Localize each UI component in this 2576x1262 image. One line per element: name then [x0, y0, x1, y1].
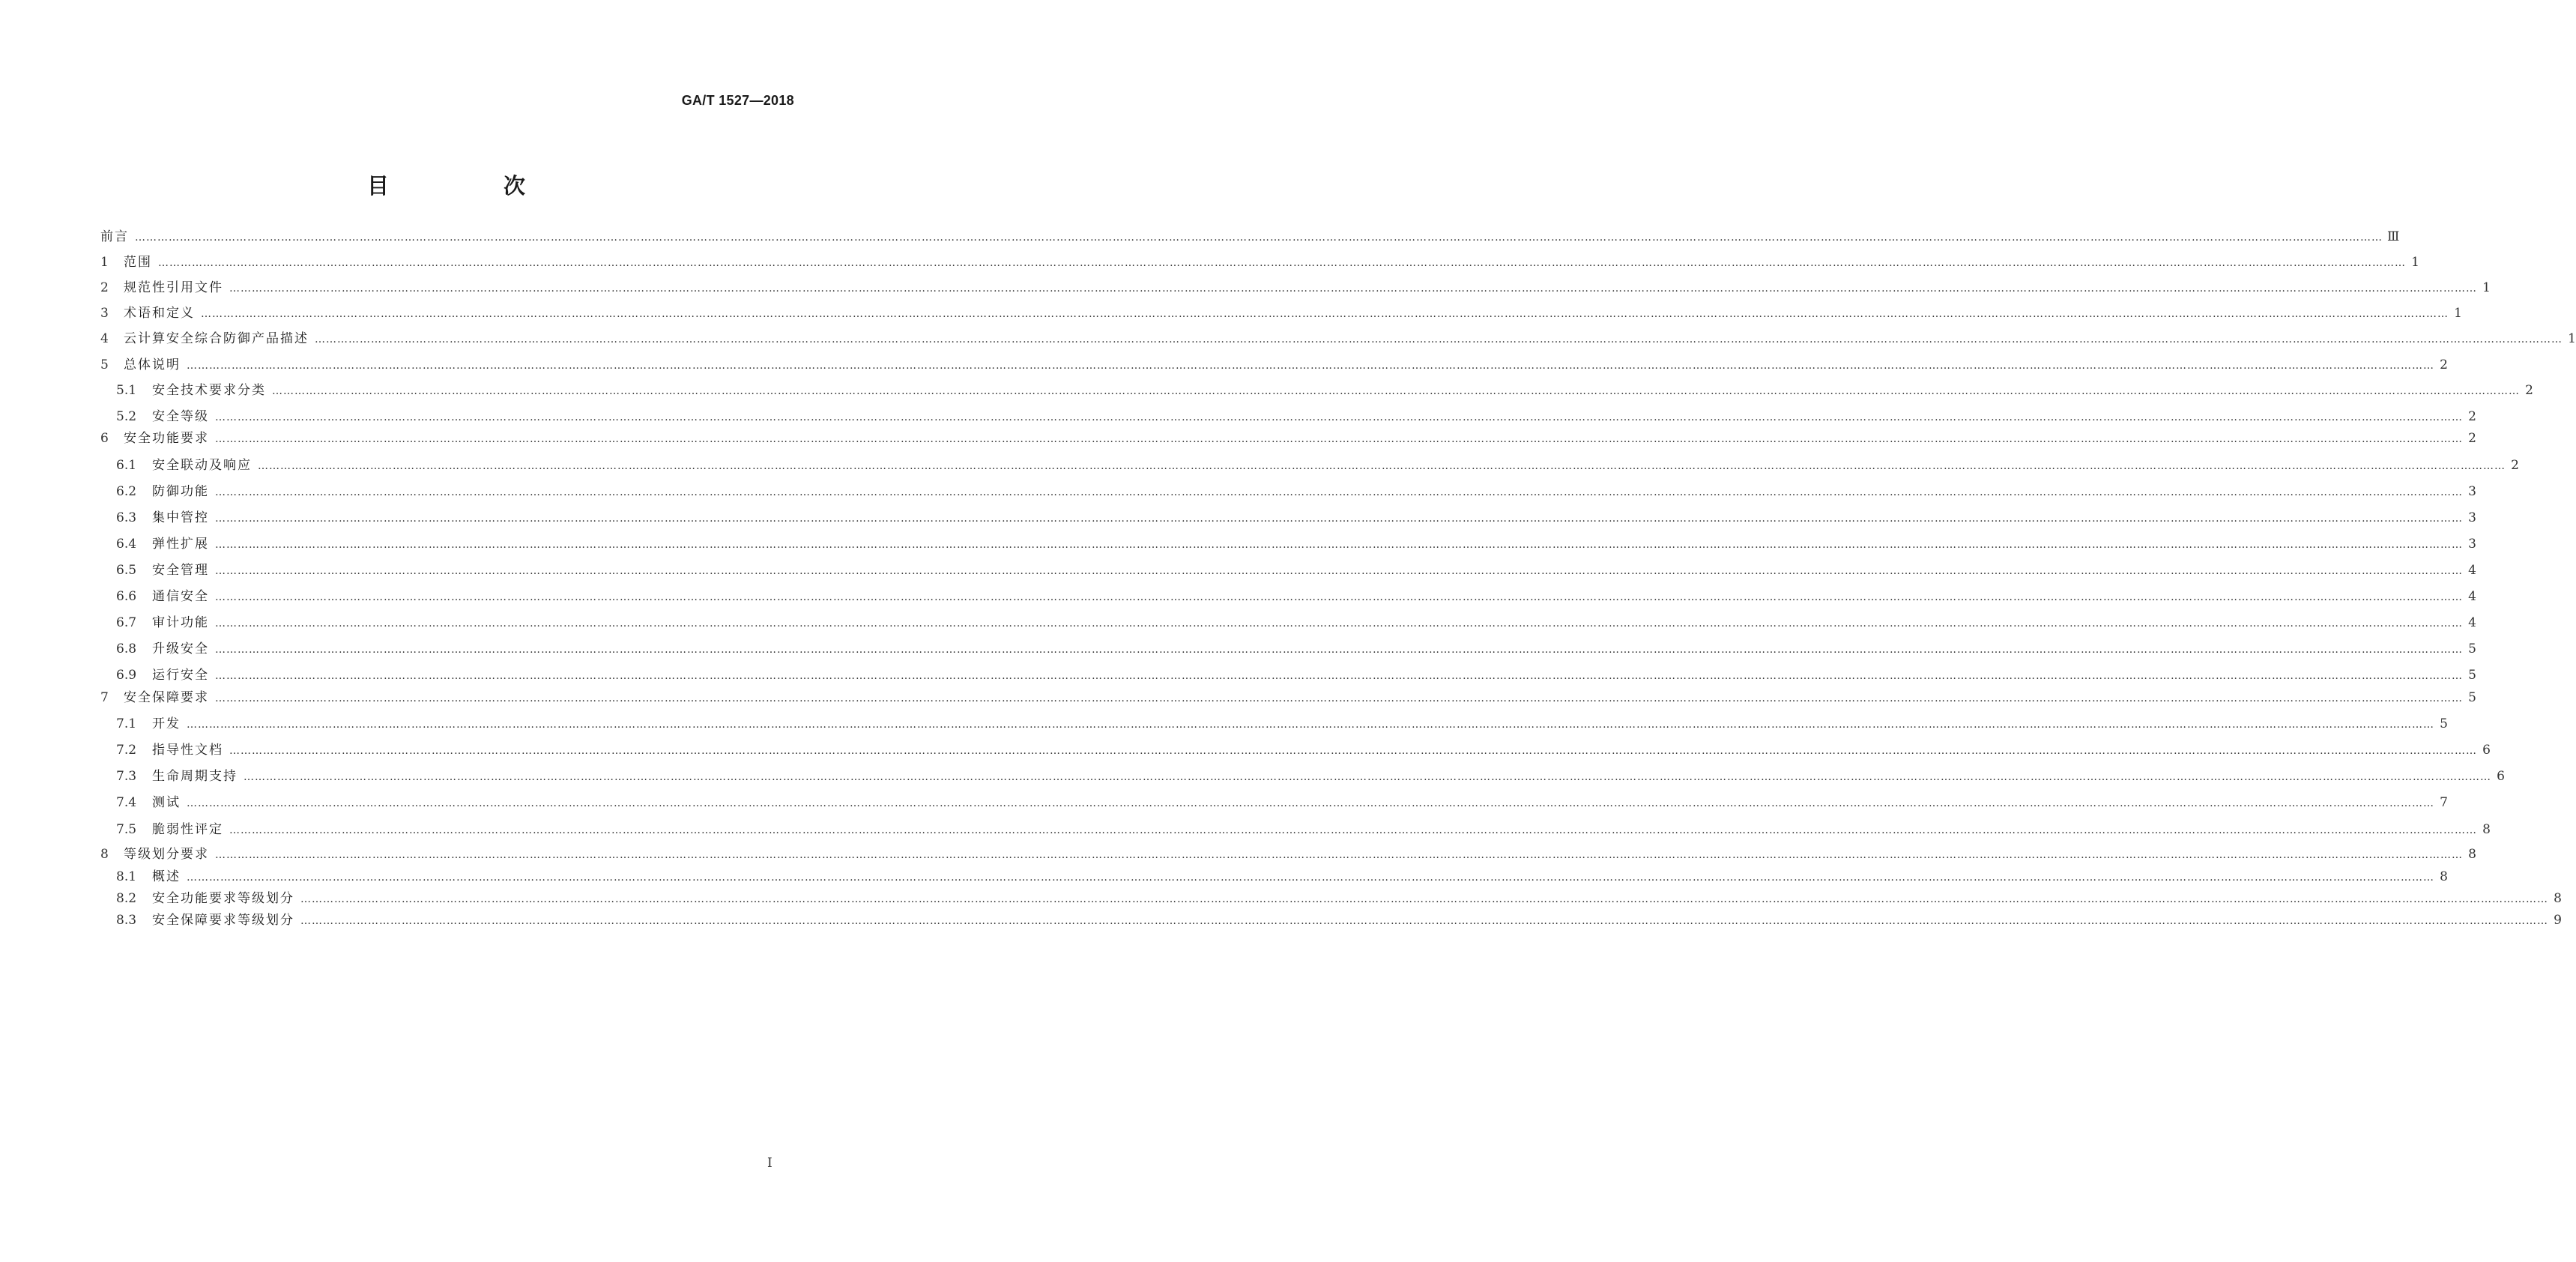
- toc-entry-label: 等级划分要求: [124, 847, 209, 862]
- toc-entry-number: 4: [100, 331, 109, 346]
- toc-entry[interactable]: [100, 278, 2491, 298]
- toc-leader-dots: ……………………………………………………………………………………………………………………………………………………………………………………………………………………………………………………………………………………………………………………………………………………………………………………………………………………………………………………………………………………………………………………………………………………: [229, 745, 2477, 757]
- toc-entry-number: 8.1: [116, 869, 137, 884]
- toc-entry[interactable]: [116, 482, 2476, 501]
- toc-entry-label: 防御功能: [152, 484, 209, 499]
- toc-entry-page: 2: [2468, 431, 2476, 446]
- toc-entry[interactable]: [116, 508, 2476, 528]
- toc-entry-label: 升级安全: [152, 641, 209, 656]
- toc-entry-page: 7: [2440, 795, 2448, 810]
- toc-entry-page: 5: [2440, 716, 2448, 731]
- toc-entry-page: 5: [2468, 641, 2476, 656]
- toc-entry-number: 5: [100, 357, 109, 372]
- toc-entry[interactable]: [116, 767, 2505, 786]
- toc-leader-dots: ……………………………………………………………………………………………………………………………………………………………………………………………………………………………………………………………………………………………………………………………………………………………………………………………………………………………………………………………………………………………………………………………………………………: [187, 360, 2434, 372]
- toc-entry-label: 指导性文档: [152, 743, 223, 758]
- toc-entry-label: 总体说明: [124, 357, 181, 372]
- toc-entry-label: 安全等级: [152, 409, 209, 424]
- toc-leader-dots: ……………………………………………………………………………………………………………………………………………………………………………………………………………………………………………………………………………………………………………………………………………………………………………………………………………………………………………………………………………………………………………………………………………………: [215, 591, 2463, 603]
- toc-entry-label: 通信安全: [152, 589, 209, 604]
- toc-entry-page: 8: [2554, 891, 2562, 906]
- toc-entry-page: 5: [2468, 668, 2476, 683]
- toc-leader-dots: ……………………………………………………………………………………………………………………………………………………………………………………………………………………………………………………………………………………………………………………………………………………………………………………………………………………………………………………………………………………………………………………………………………………: [300, 915, 2548, 927]
- toc-entry-number: 7.2: [116, 743, 137, 758]
- toc-entry-page: 4: [2468, 563, 2476, 578]
- toc-entry-number: 6.2: [116, 484, 137, 499]
- toc-entry[interactable]: [100, 845, 2476, 864]
- toc-leader-dots: ……………………………………………………………………………………………………………………………………………………………………………………………………………………………………………………………………………………………………………………………………………………………………………………………………………………………………………………………………………………………………………………………………………………: [215, 565, 2463, 577]
- toc-entry[interactable]: [116, 820, 2491, 839]
- toc-leader-dots: ……………………………………………………………………………………………………………………………………………………………………………………………………………………………………………………………………………………………………………………………………………………………………………………………………………………………………………………………………………………………………………………………………………………: [258, 460, 2506, 472]
- toc-entry-number: 8: [100, 847, 109, 862]
- toc-leader-dots: ……………………………………………………………………………………………………………………………………………………………………………………………………………………………………………………………………………………………………………………………………………………………………………………………………………………………………………………………………………………………………………………………………………………: [272, 385, 2520, 397]
- toc-entry-label: 概述: [152, 869, 181, 884]
- toc-entry[interactable]: [116, 561, 2476, 580]
- standard-code: GA/T 1527—2018: [681, 93, 794, 108]
- toc-entry-label: 安全联动及响应: [152, 458, 252, 473]
- toc-entry-page: 1: [2454, 306, 2462, 321]
- toc-entry-page: 8: [2440, 869, 2448, 884]
- toc-leader-dots: ……………………………………………………………………………………………………………………………………………………………………………………………………………………………………………………………………………………………………………………………………………………………………………………………………………………………………………………………………………………………………………………………………………………: [215, 513, 2463, 525]
- toc-entry[interactable]: [116, 740, 2491, 760]
- toc-entry[interactable]: [116, 793, 2448, 812]
- toc-entry-number: 6.1: [116, 458, 137, 473]
- toc-entry-number: 6.7: [116, 615, 137, 630]
- toc-entry-number: 6.5: [116, 563, 137, 578]
- toc-entry-number: 6: [100, 431, 109, 446]
- toc-leader-dots: ……………………………………………………………………………………………………………………………………………………………………………………………………………………………………………………………………………………………………………………………………………………………………………………………………………………………………………………………………………………………………………………………………………………: [135, 232, 2383, 244]
- toc-entry[interactable]: [116, 665, 2476, 685]
- toc-entry[interactable]: [116, 381, 2533, 400]
- toc-entry-label: 生命周期支持: [152, 769, 238, 784]
- toc-entry-page: 2: [2440, 357, 2448, 372]
- toc-entry-number: 7: [100, 690, 109, 705]
- toc-leader-dots: ……………………………………………………………………………………………………………………………………………………………………………………………………………………………………………………………………………………………………………………………………………………………………………………………………………………………………………………………………………………………………………………………………………………: [215, 433, 2463, 445]
- toc-entry-label: 安全保障要求等级划分: [152, 913, 294, 928]
- toc-entry-page: 3: [2468, 510, 2476, 525]
- toc-entry-page: 8: [2468, 847, 2476, 862]
- toc-leader-dots: ……………………………………………………………………………………………………………………………………………………………………………………………………………………………………………………………………………………………………………………………………………………………………………………………………………………………………………………………………………………………………………………………………………………: [187, 797, 2434, 809]
- toc-entry-label: 安全保障要求: [124, 690, 209, 705]
- toc-leader-dots: ……………………………………………………………………………………………………………………………………………………………………………………………………………………………………………………………………………………………………………………………………………………………………………………………………………………………………………………………………………………………………………………………………………………: [187, 872, 2434, 884]
- toc-entry-page: 4: [2468, 589, 2476, 604]
- toc-leader-dots: ……………………………………………………………………………………………………………………………………………………………………………………………………………………………………………………………………………………………………………………………………………………………………………………………………………………………………………………………………………………………………………………………………………………: [201, 308, 2449, 320]
- toc-leader-dots: ……………………………………………………………………………………………………………………………………………………………………………………………………………………………………………………………………………………………………………………………………………………………………………………………………………………………………………………………………………………………………………………………………………………: [315, 333, 2563, 345]
- toc-entry-label: 前言: [100, 229, 129, 244]
- toc-entry-label: 范围: [124, 255, 152, 270]
- toc-entry-page: 1: [2411, 255, 2419, 270]
- toc-entry[interactable]: [116, 456, 2519, 475]
- toc-entry-number: 6.9: [116, 668, 137, 683]
- toc-entry-label: 弹性扩展: [152, 537, 209, 552]
- toc-entry-page: 2: [2525, 383, 2533, 398]
- toc-entry-number: 7.3: [116, 769, 137, 784]
- toc-entry-page: 4: [2468, 615, 2476, 630]
- toc-entry-number: 2: [100, 280, 109, 295]
- toc-entry[interactable]: [100, 355, 2448, 375]
- toc-entry-label: 开发: [152, 716, 181, 731]
- toc-entry-page: 1: [2568, 331, 2576, 346]
- toc-entry-number: 6.3: [116, 510, 137, 525]
- toc-entry[interactable]: [116, 613, 2476, 632]
- toc-entry-page: 2: [2468, 409, 2476, 424]
- toc-entry-label: 测试: [152, 795, 181, 810]
- toc-entry[interactable]: [116, 889, 2562, 908]
- toc-entry[interactable]: [116, 407, 2476, 426]
- toc-entry[interactable]: [100, 253, 2419, 272]
- toc-leader-dots: ……………………………………………………………………………………………………………………………………………………………………………………………………………………………………………………………………………………………………………………………………………………………………………………………………………………………………………………………………………………………………………………………………………………: [215, 692, 2463, 704]
- toc-leader-dots: ……………………………………………………………………………………………………………………………………………………………………………………………………………………………………………………………………………………………………………………………………………………………………………………………………………………………………………………………………………………………………………………………………………………: [229, 283, 2477, 295]
- toc-entry[interactable]: [116, 534, 2476, 554]
- toc-entry-label: 安全功能要求等级划分: [152, 891, 294, 906]
- toc-entry-number: 3: [100, 306, 109, 321]
- toc-leader-dots: ……………………………………………………………………………………………………………………………………………………………………………………………………………………………………………………………………………………………………………………………………………………………………………………………………………………………………………………………………………………………………………………………………………………: [215, 618, 2463, 630]
- toc-leader-dots: ……………………………………………………………………………………………………………………………………………………………………………………………………………………………………………………………………………………………………………………………………………………………………………………………………………………………………………………………………………………………………………………………………………………: [215, 670, 2463, 682]
- toc-entry-page: 2: [2511, 458, 2519, 473]
- toc-entry-number: 6.6: [116, 589, 137, 604]
- toc-entry-number: 5.2: [116, 409, 137, 424]
- toc-entry-page: 3: [2468, 537, 2476, 552]
- toc-entry-label: 规范性引用文件: [124, 280, 223, 295]
- toc-entry-page: 5: [2468, 690, 2476, 705]
- toc-leader-dots: ……………………………………………………………………………………………………………………………………………………………………………………………………………………………………………………………………………………………………………………………………………………………………………………………………………………………………………………………………………………………………………………………………………………: [215, 644, 2463, 656]
- toc-entry[interactable]: [100, 227, 2400, 247]
- toc-leader-dots: ……………………………………………………………………………………………………………………………………………………………………………………………………………………………………………………………………………………………………………………………………………………………………………………………………………………………………………………………………………………………………………………………………………………: [300, 893, 2548, 905]
- toc-entry-label: 术语和定义: [124, 306, 195, 321]
- toc-entry-label: 安全管理: [152, 563, 209, 578]
- toc-entry-page: 1: [2482, 280, 2491, 295]
- toc-entry[interactable]: [116, 911, 2562, 930]
- toc-leader-dots: ……………………………………………………………………………………………………………………………………………………………………………………………………………………………………………………………………………………………………………………………………………………………………………………………………………………………………………………………………………………………………………………………………………………: [215, 539, 2463, 551]
- toc-entry[interactable]: [100, 429, 2476, 448]
- toc-entry-number: 6.8: [116, 641, 137, 656]
- toc-leader-dots: ……………………………………………………………………………………………………………………………………………………………………………………………………………………………………………………………………………………………………………………………………………………………………………………………………………………………………………………………………………………………………………………………………………………: [215, 849, 2463, 861]
- toc-entry-label: 集中管控: [152, 510, 209, 525]
- toc-entry[interactable]: [100, 688, 2476, 707]
- page-number: I: [767, 1156, 773, 1171]
- toc-leader-dots: ……………………………………………………………………………………………………………………………………………………………………………………………………………………………………………………………………………………………………………………………………………………………………………………………………………………………………………………………………………………………………………………………………………………: [244, 771, 2491, 783]
- toc-entry[interactable]: [116, 867, 2448, 887]
- toc-entry[interactable]: [116, 639, 2476, 659]
- toc-entry[interactable]: [116, 587, 2476, 606]
- toc-entry-label: 云计算安全综合防御产品描述: [124, 331, 309, 346]
- toc-entry-number: 8.2: [116, 891, 137, 906]
- toc-entry[interactable]: [116, 714, 2448, 734]
- toc-entry-label: 脆弱性评定: [152, 822, 223, 837]
- toc-entry-number: 5.1: [116, 383, 137, 398]
- toc-entry-number: 7.5: [116, 822, 137, 837]
- toc-leader-dots: ……………………………………………………………………………………………………………………………………………………………………………………………………………………………………………………………………………………………………………………………………………………………………………………………………………………………………………………………………………………………………………………………………………………: [187, 719, 2434, 731]
- toc-entry-label: 安全技术要求分类: [152, 383, 266, 398]
- toc-entry-page: Ⅲ: [2387, 229, 2400, 244]
- toc-entry-page: 6: [2497, 769, 2505, 784]
- toc-entry[interactable]: [100, 329, 2576, 348]
- toc-leader-dots: ……………………………………………………………………………………………………………………………………………………………………………………………………………………………………………………………………………………………………………………………………………………………………………………………………………………………………………………………………………………………………………………………………………………: [158, 257, 2406, 269]
- toc-leader-dots: ……………………………………………………………………………………………………………………………………………………………………………………………………………………………………………………………………………………………………………………………………………………………………………………………………………………………………………………………………………………………………………………………………………………: [215, 486, 2463, 498]
- toc-entry[interactable]: [100, 304, 2462, 323]
- toc-entry-label: 安全功能要求: [124, 431, 209, 446]
- toc-entry-page: 3: [2468, 484, 2476, 499]
- toc-entry-number: 7.4: [116, 795, 137, 810]
- toc-entry-page: 8: [2482, 822, 2491, 837]
- toc-entry-page: 9: [2554, 913, 2562, 928]
- toc-entry-number: 8.3: [116, 913, 137, 928]
- toc-entry-page: 6: [2482, 743, 2491, 758]
- toc-entry-number: 7.1: [116, 716, 137, 731]
- page-title: 目 次: [366, 173, 572, 199]
- toc-entry-label: 运行安全: [152, 668, 209, 683]
- toc-leader-dots: ……………………………………………………………………………………………………………………………………………………………………………………………………………………………………………………………………………………………………………………………………………………………………………………………………………………………………………………………………………………………………………………………………………………: [215, 411, 2463, 423]
- toc-entry-number: 1: [100, 255, 109, 270]
- toc-entry-label: 审计功能: [152, 615, 209, 630]
- toc-entry-number: 6.4: [116, 537, 137, 552]
- toc-leader-dots: ……………………………………………………………………………………………………………………………………………………………………………………………………………………………………………………………………………………………………………………………………………………………………………………………………………………………………………………………………………………………………………………………………………………: [229, 824, 2477, 836]
